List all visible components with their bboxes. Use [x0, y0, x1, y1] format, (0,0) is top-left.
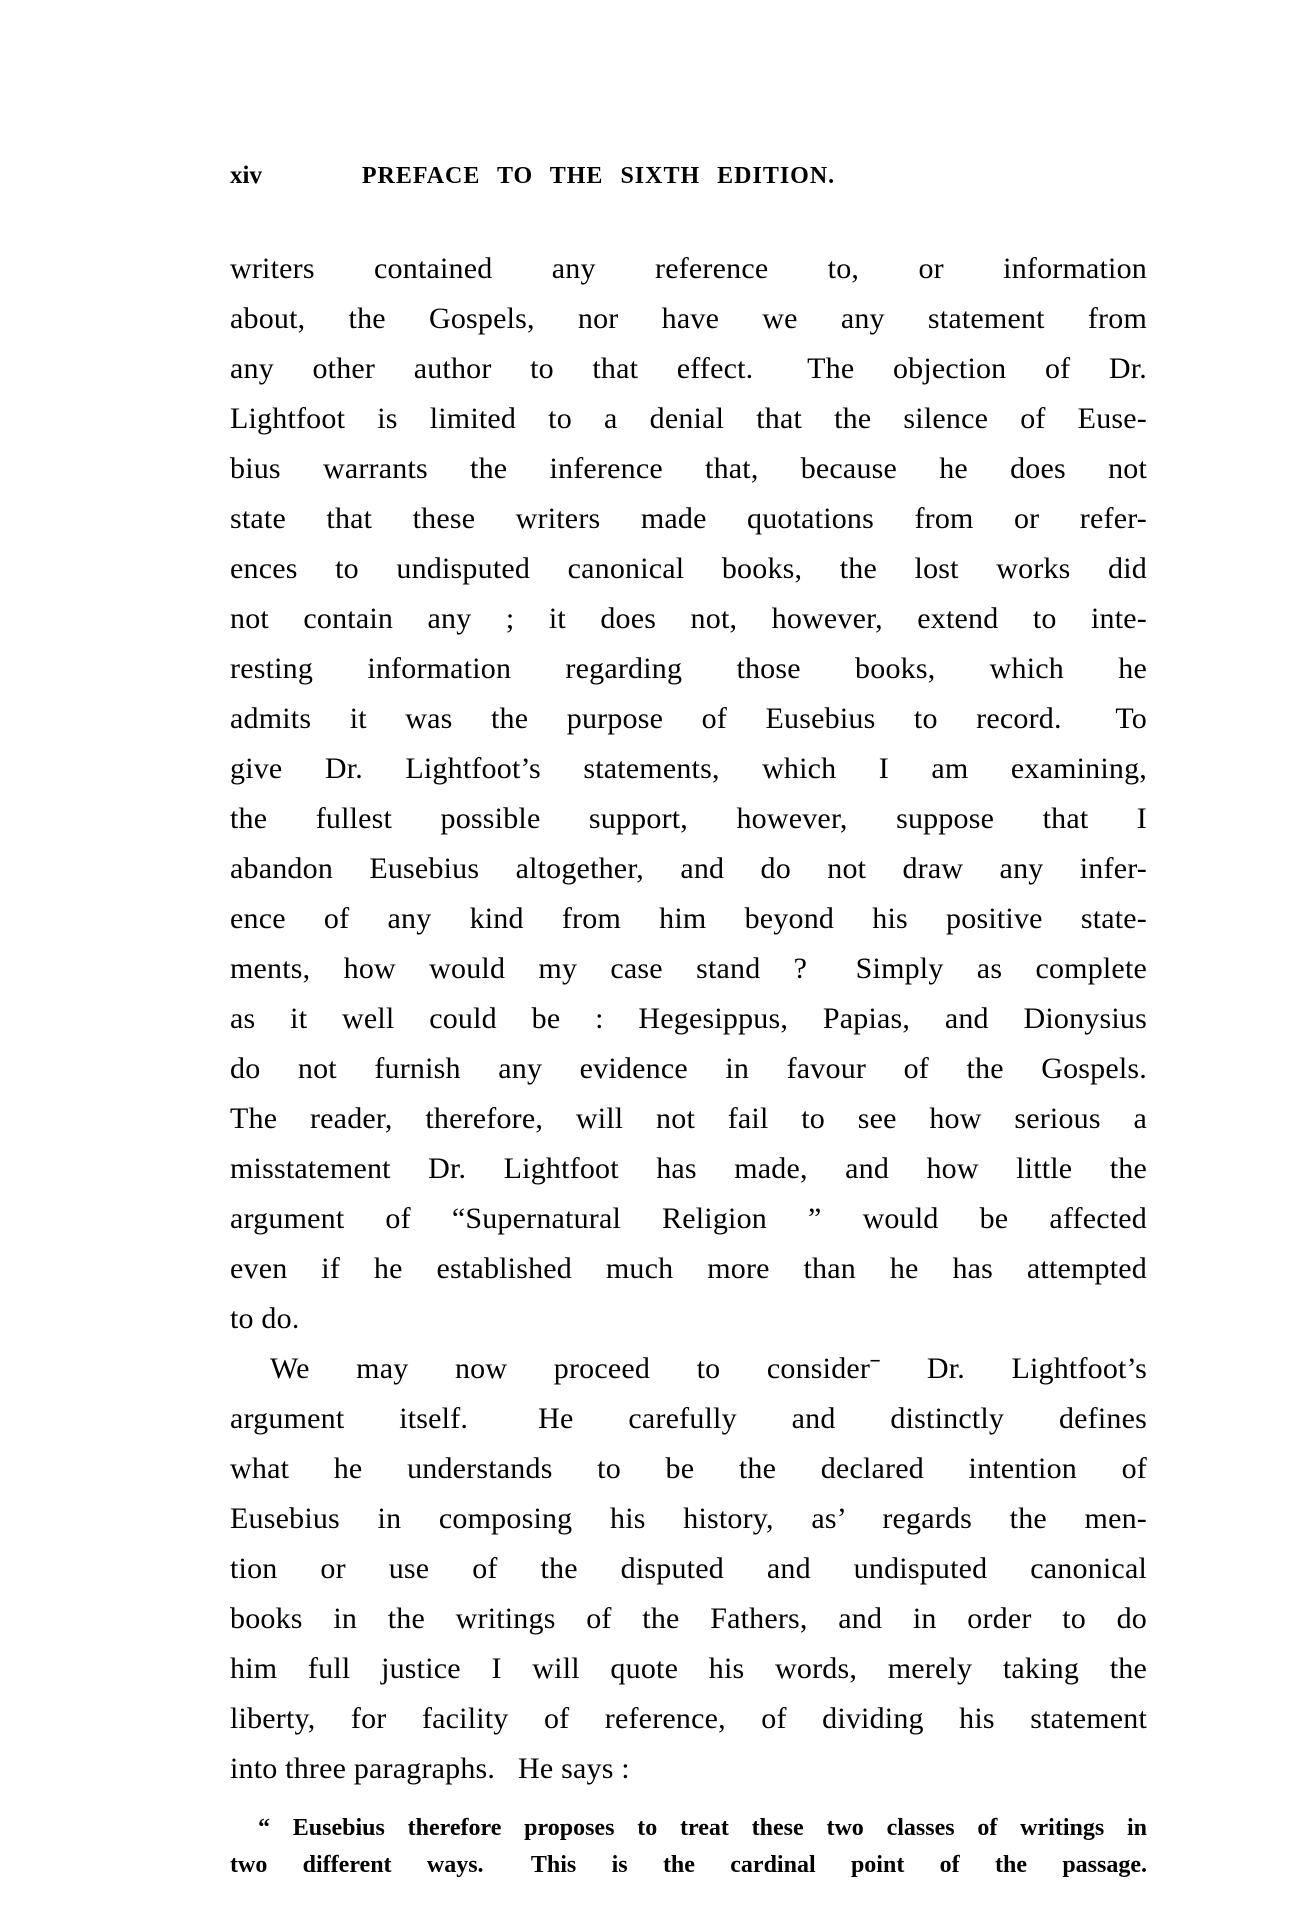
paragraph-line: The reader, therefore, will not fail to see how serious a — [230, 1102, 1147, 1135]
paragraph-line: not contain any ; it does not, however, extend to inte- — [230, 602, 1147, 635]
paragraph-line: to do. — [230, 1302, 300, 1335]
paragraph-line: writers contained any reference to, or information — [230, 252, 1147, 285]
paragraph-line: about, the Gospels, nor have we any statement from — [230, 302, 1147, 335]
text-column — [230, 158, 1147, 1884]
paragraph-line: ments, how would my case stand ? Simply as complete — [230, 952, 1147, 985]
paragraph-line: misstatement Dr. Lightfoot has made, and how little the — [230, 1152, 1147, 1185]
paragraph-line: bius warrants the inference that, because he does not — [230, 452, 1147, 485]
paragraph-line: what he understands to be the declared intention of — [230, 1452, 1147, 1485]
paragraph-line: even if he established much more than he has attempted — [230, 1252, 1147, 1285]
paragraph-line: do not furnish any evidence in favour of the Gospels. — [230, 1052, 1147, 1085]
body-text — [230, 244, 1147, 1794]
paragraph-line: tion or use of the disputed and undisputed canonical — [230, 1552, 1147, 1585]
paragraph-line: Lightfoot is limited to a denial that the silence of Euse- — [230, 402, 1147, 435]
paragraph-line: admits it was the purpose of Eusebius to record. To — [230, 702, 1147, 735]
footnote — [230, 1810, 1147, 1884]
paragraph-line: as it well could be : Hegesippus, Papias, and Dionysius — [230, 1002, 1147, 1035]
paragraph-line: books in the writings of the Fathers, and in order to do — [230, 1602, 1147, 1635]
page-header — [230, 158, 1147, 194]
paragraph-line: Eusebius in composing his history, as’ regards the men- — [230, 1502, 1147, 1535]
paragraph-line: ence of any kind from him beyond his positive state- — [230, 902, 1147, 935]
paragraph-line: into three paragraphs. He says : — [230, 1752, 630, 1785]
paragraph-line: We may now proceed to considerˉ Dr. Lightfoot’s — [270, 1352, 1147, 1385]
running-title: PREFACE TO THE SIXTH EDITION. — [361, 163, 836, 189]
paragraph-line: argument itself. He carefully and distinctly defines — [230, 1402, 1147, 1435]
paragraph-line: abandon Eusebius altogether, and do not draw any infer- — [230, 852, 1147, 885]
paragraph-line: him full justice I will quote his words, merely taking the — [230, 1652, 1147, 1685]
footnote-line: “ Eusebius therefore proposes to treat these two classes of writings in — [258, 1815, 1147, 1841]
paragraph-line: state that these writers made quotations from or refer- — [230, 502, 1147, 535]
paragraph-line: ences to undisputed canonical books, the lost works did — [230, 552, 1147, 585]
paragraph-line: liberty, for facility of reference, of dividing his statement — [230, 1702, 1147, 1735]
paragraph-line: the fullest possible support, however, suppose that I — [230, 802, 1147, 835]
paragraph-line: any other author to that effect. The objection of Dr. — [230, 352, 1147, 385]
footnote-line: two different ways. This is the cardinal point of the passage. — [230, 1852, 1147, 1878]
page-number: xiv — [230, 162, 262, 189]
paragraph-line: give Dr. Lightfoot’s statements, which I am examining, — [230, 752, 1147, 785]
paragraph-line: argument of “Supernatural Religion ” would be affected — [230, 1202, 1147, 1235]
paragraph-line: resting information regarding those books, which he — [230, 652, 1147, 685]
